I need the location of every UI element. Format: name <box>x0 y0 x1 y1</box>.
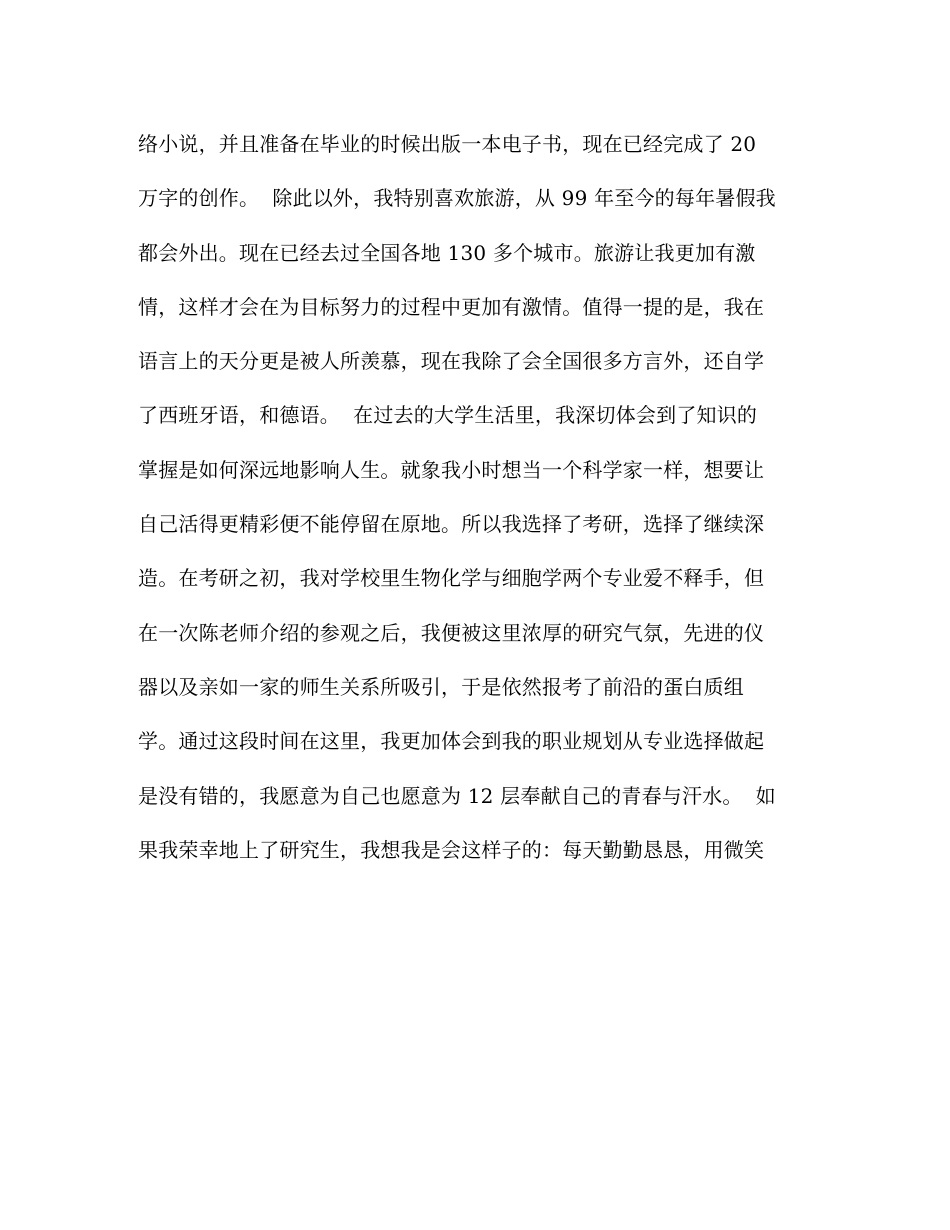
text-line: 了西班牙语，和德语。 在过去的大学生活里，我深切体会到了知识的 <box>138 403 758 428</box>
text-line: 万字的创作。 除此以外，我特别喜欢旅游，从 99 年至今的每年暑假我 <box>138 186 776 211</box>
text-line: 自己活得更精彩便不能停留在原地。所以我选择了考研，选择了继续深 <box>138 512 765 537</box>
text-line: 学。通过这段时间在这里，我更加体会到我的职业规划从专业选择做起 <box>138 729 765 754</box>
body-text <box>138 122 818 882</box>
text-line: 都会外出。现在已经去过全国各地 130 多个城市。旅游让我更加有激 <box>138 240 756 265</box>
text-line: 掌握是如何深远地影响人生。就象我小时想当一个科学家一样，想要让 <box>138 457 765 482</box>
text-line: 是没有错的，我愿意为自己也愿意为 12 层奉献自己的青春与汗水。 如 <box>138 783 776 808</box>
text-line: 络小说，并且准备在毕业的时候出版一本电子书，现在已经完成了 20 <box>138 132 757 156</box>
text-line: 语言上的天分更是被人所羡慕，现在我除了会全国很多方言外，还自学 <box>138 349 765 374</box>
text-line: 果我荣幸地上了研究生，我想我是会这样子的：每天勤勤恳恳，用微笑 <box>138 837 765 862</box>
text-line: 器以及亲如一家的师生关系所吸引，于是依然报考了前沿的蛋白质组 <box>138 674 744 699</box>
text-line: 造。在考研之初，我对学校里生物化学与细胞学两个专业爱不释手，但 <box>138 566 765 591</box>
text-line: 情，这样才会在为目标努力的过程中更加有激情。值得一提的是，我在 <box>138 294 765 319</box>
text-line: 在一次陈老师介绍的参观之后，我便被这里浓厚的研究气氛，先进的仪 <box>138 620 765 645</box>
